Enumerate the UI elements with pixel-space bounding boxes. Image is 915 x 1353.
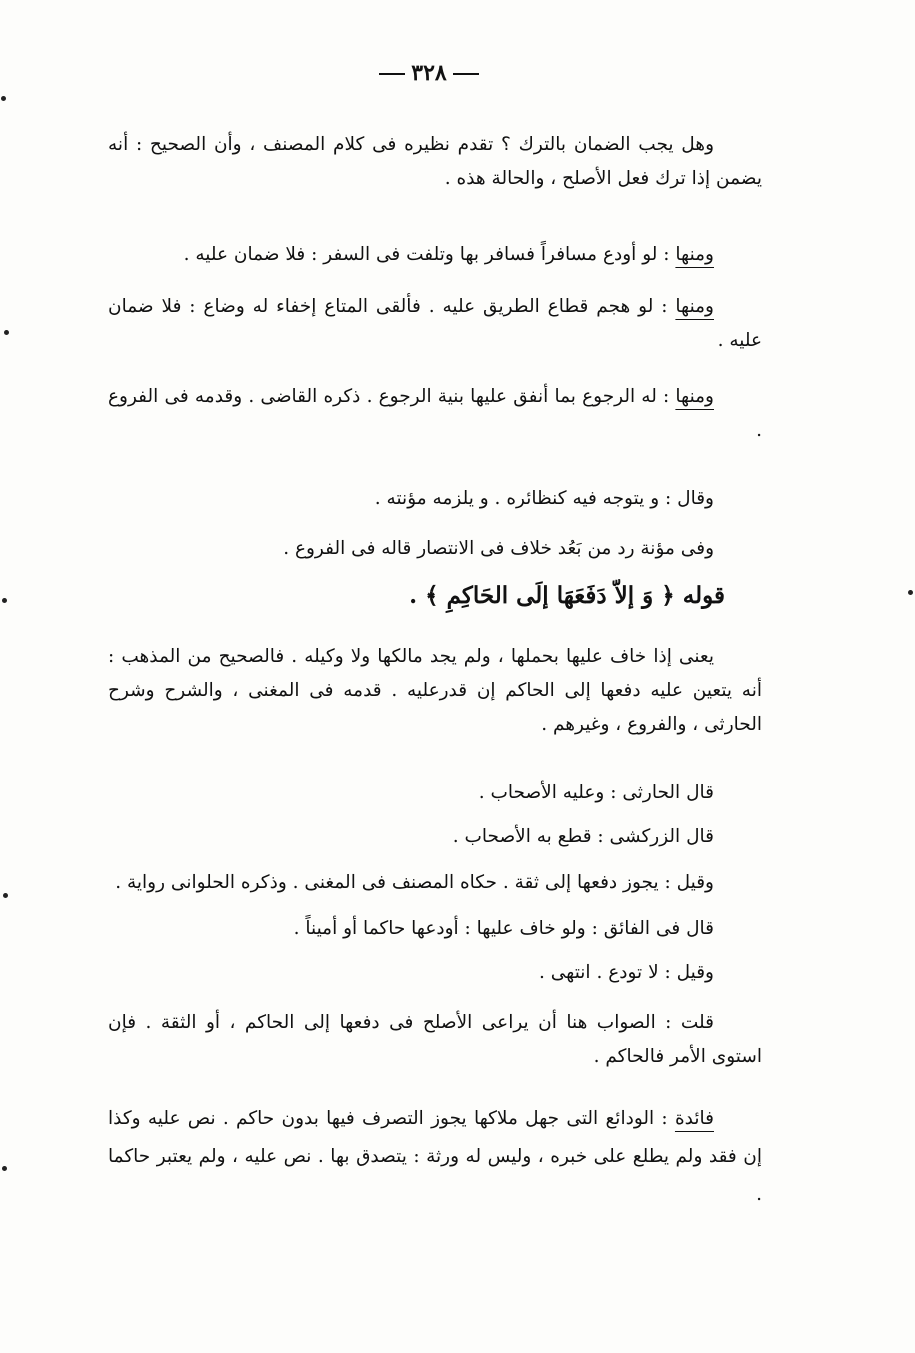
heading-quote: ﴿ وَ إلاّ دَفَعَهَا إلَى الحَاكِمِ ﴾ (425, 582, 675, 609)
paragraph-7-text: يعنى إذا خاف عليها بحملها ، ولم يجد مالكها ولا وكيله . فالصحيح من المذهب : أنه يتعين عليه دفعها إلى الحاكم إن قدرعليه . قدمه فى المغنى ، والشرح وشرح الحارثى ، والفروع ، وغيرهم . (108, 646, 762, 735)
paragraph-13 (108, 1006, 762, 1074)
paragraph-2-text: : لو أودع مسافراً فسافر بها وتلفت فى السفر : فلا ضمان عليه . (183, 244, 670, 265)
heading-prefix: قوله (682, 582, 725, 609)
section-heading (409, 576, 725, 616)
scan-speck (2, 1166, 7, 1171)
paragraph-11-text: قال فى الفائق : ولو خاف عليها : أودعها حاكما أو أميناً . (293, 918, 714, 939)
paragraph-4 (108, 380, 762, 448)
heading-suffix: . (409, 582, 418, 609)
paragraph-9 (108, 820, 762, 854)
paragraph-3-label: ومنها (675, 296, 714, 317)
paragraph-13-text: قلت : الصواب هنا أن يراعى الأصلح فى دفعها إلى الحاكم ، أو الثقة . فإن استوى الأمر فالحاكم . (108, 1012, 762, 1067)
paragraph-12 (108, 956, 762, 990)
paragraph-1-text: وهل يجب الضمان بالترك ؟ تقدم نظيره فى كلام المصنف ، وأن الصحيح : أنه يضمن إذا ترك فعل الأصلح ، والحالة هذه . (108, 134, 762, 189)
scan-speck (1, 96, 6, 101)
paragraph-2-label: ومنها (675, 244, 714, 265)
paragraph-5 (108, 482, 762, 516)
paragraph-5-text: وقال : و يتوجه فيه كنظائره . و يلزمه مؤنته . (374, 488, 714, 509)
paragraph-7 (108, 640, 762, 742)
paragraph-14 (108, 1100, 762, 1214)
paragraph-10 (108, 866, 762, 900)
paragraph-4-text: : له الرجوع بما أنفق عليها بنية الرجوع . ذكره القاضى . وقدمه فى الفروع . (108, 386, 762, 441)
scan-speck (2, 598, 7, 603)
paragraph-3-text: : لو هجم قطاع الطريق عليه . فألقى المتاع إخفاء له وضاع : فلا ضمان عليه . (108, 296, 762, 351)
paragraph-14-text: : الودائع التى جهل ملاكها يجوز التصرف فيها بدون حاكم . نص عليه وكذا إن فقد ولم يطلع على خبره ، وليس له ورثة : يتصدق بها . نص عليه ، ولم يعتبر حاكما . (108, 1108, 762, 1205)
paragraph-1 (108, 128, 762, 196)
paragraph-10-text: وقيل : يجوز دفعها إلى ثقة . حكاه المصنف فى المغنى . وذكره الحلوانى رواية . (115, 872, 714, 893)
scan-speck (4, 330, 9, 335)
page-number-dash-right (453, 73, 479, 75)
paragraph-3 (108, 290, 762, 358)
page-number (0, 60, 858, 86)
paragraph-8-text: قال الحارثى : وعليه الأصحاب . (478, 782, 714, 803)
paragraph-6-text: وفى مؤنة رد من بَعُد خلاف فى الانتصار قاله فى الفروع . (283, 538, 714, 559)
scan-speck (908, 590, 913, 595)
paragraph-2 (108, 238, 762, 272)
page-number-dash-left (379, 73, 405, 75)
paragraph-6 (108, 532, 762, 566)
page-number-value: ٣٢٨ (411, 60, 447, 86)
paragraph-12-text: وقيل : لا تودع . انتهى . (538, 962, 714, 983)
paragraph-8 (108, 776, 762, 810)
paragraph-11 (108, 912, 762, 946)
paragraph-9-text: قال الزركشى : قطع به الأصحاب . (452, 826, 714, 847)
paragraph-14-label: فائدة (674, 1108, 714, 1129)
paragraph-4-label: ومنها (675, 386, 714, 407)
scan-speck (3, 893, 8, 898)
